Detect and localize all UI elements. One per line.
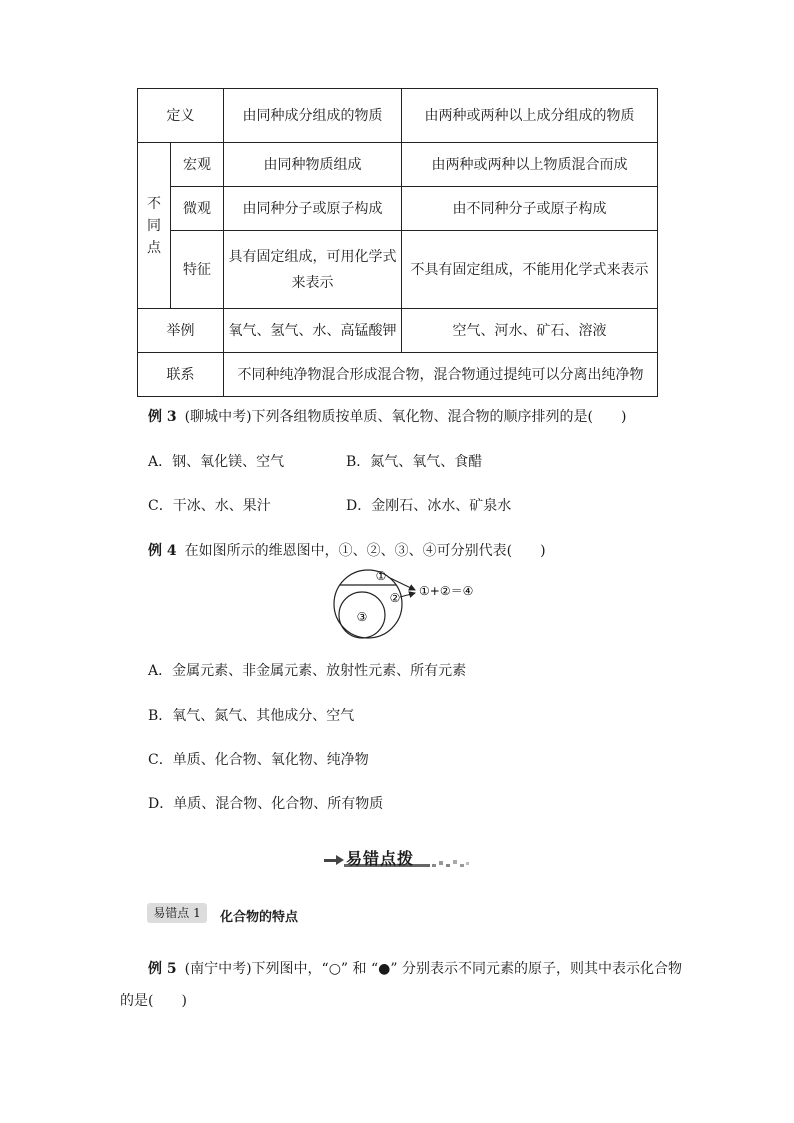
ex5-stem-line2: 的是( ) [120,993,187,1009]
diff-char: 不 [147,195,161,212]
row-label-macro: 宏观 [171,143,224,187]
cell-mixture-micro: 由不同种分子或原子构成 [402,187,658,231]
row-label-feature: 特征 [171,231,224,309]
row-label-example: 举例 [138,309,224,353]
ex4-option-c[interactable]: C．单质、化合物、氧化物、纯净物 [148,752,369,768]
table-row [138,187,658,231]
ex3-option-b[interactable]: B．氮气、氧气、食醋 [346,454,483,470]
region-2-label: ② [389,591,401,605]
ex3-label: 例 3 [148,409,177,425]
cell-pure-example: 氧气、氢气、水、高锰酸钾 [224,309,402,353]
ex4-label: 例 4 [148,543,177,559]
diff-char: 点 [147,239,161,256]
row-label-relation: 联系 [138,353,224,397]
ex5-text: (南宁中考)下列图中，“○” 和 “●” 分别表示不同元素的原子，则其中表示化合物 [184,961,682,977]
cell-pure-micro: 由同种分子或原子构成 [224,187,402,231]
banner-arrow-icon [324,855,344,865]
cell-pure-feature [224,231,402,309]
ex3-option-d[interactable]: D．金刚石、冰水、矿泉水 [346,498,512,514]
ex4-text: 在如图所示的维恩图中，①、②、③、④可分别代表( ) [184,543,546,559]
cell-line: 来表示 [291,274,334,291]
ex4-option-b[interactable]: B．氧气、氮气、其他成分、空气 [148,708,355,724]
cell-mixture-feature: 不具有固定组成，不能用化学式来表示 [402,231,658,309]
ex4-option-d[interactable]: D．单质、混合物、化合物、所有物质 [148,796,384,812]
venn-diagram [318,566,488,640]
cell-mixture-example: 空气、河水、矿石、溶液 [402,309,658,353]
arrow-1 [388,577,415,590]
table-row [138,309,658,353]
diff-char: 同 [147,217,161,234]
row-label-micro: 微观 [171,187,224,231]
table-row [138,143,658,187]
cell-relation: 不同种纯净物混合形成混合物，混合物通过提纯可以分离出纯净物 [224,353,658,397]
region-3-label: ③ [356,610,368,624]
table-row [138,231,658,309]
ex5-stem-line1 [148,958,682,978]
comparison-table [137,88,658,397]
arrow-2 [400,593,415,597]
cell-mixture-macro: 由两种或两种以上物质混合而成 [402,143,658,187]
formula-label: ①+②＝④ [419,584,474,598]
ex4-option-a[interactable]: A．金属元素、非金属元素、放射性元素、所有元素 [148,663,467,679]
ex3-text: (聊城中考)下列各组物质按单质、氧化物、混合物的顺序排列的是( ) [184,409,627,425]
table-row [138,353,658,397]
row-label-definition: 定义 [138,89,224,143]
point1-title: 化合物的特点 [220,910,299,925]
ex3-stem [148,406,626,426]
cell-mixture-definition: 由两种或两种以上成分组成的物质 [402,89,658,143]
ex3-option-c[interactable]: C．干冰、水、果汁 [148,498,271,514]
region-1-label: ① [375,569,387,583]
cell-pure-macro: 由同种物质组成 [224,143,402,187]
ex4-stem [148,540,546,560]
table-row [138,89,658,143]
differences-label [138,143,171,309]
ex5-label: 例 5 [148,961,177,977]
cell-pure-definition: 由同种成分组成的物质 [224,89,402,143]
banner-title: 易错点拨 [346,849,415,868]
ex3-option-a[interactable]: A．钢、氧化镁、空气 [148,454,285,470]
point1-tag: 易错点 1 [147,903,207,923]
cell-line: 具有固定组成，可用化学式 [228,248,397,265]
